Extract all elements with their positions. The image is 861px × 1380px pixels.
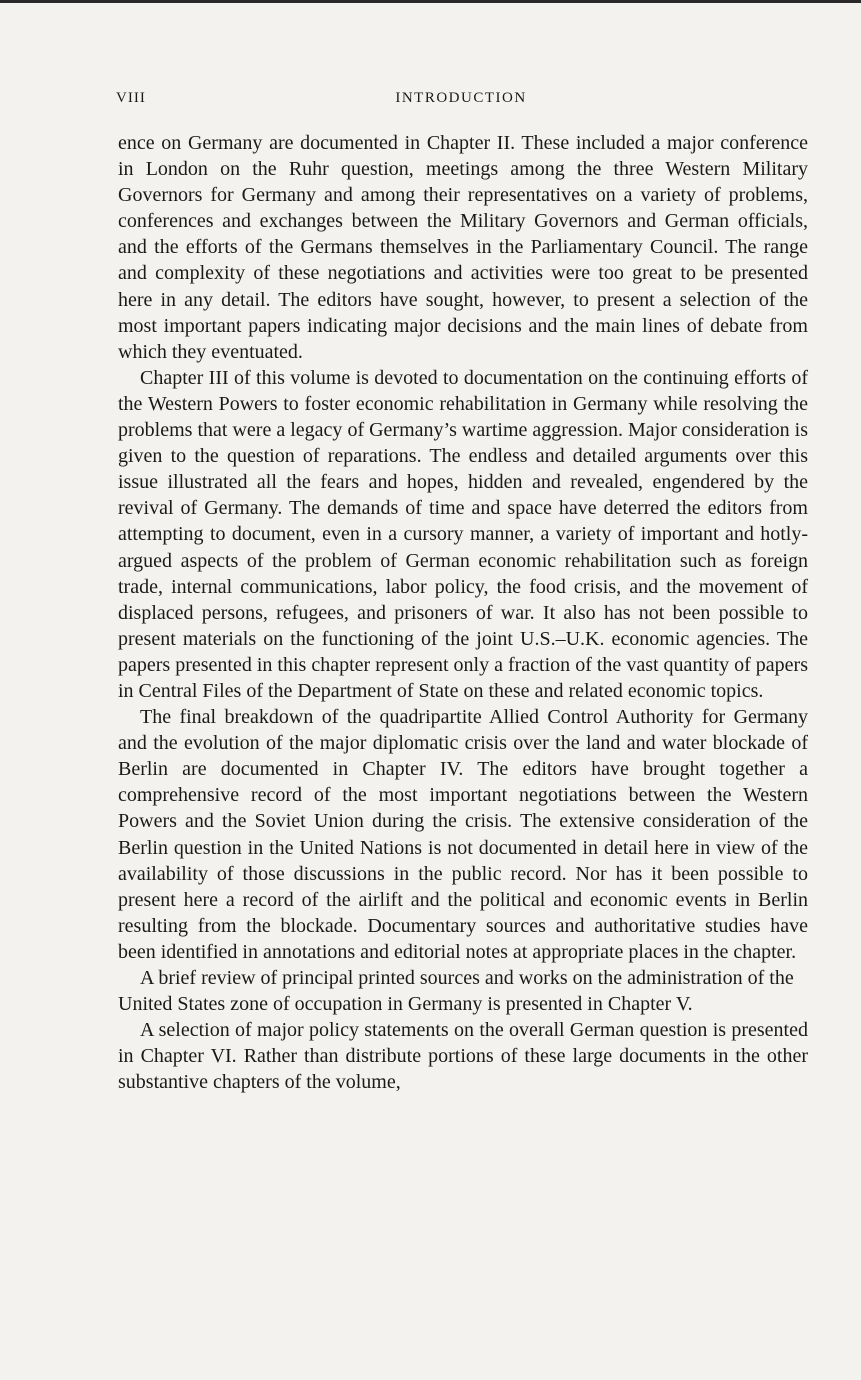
paragraph-chapter-vi: A selection of major policy statements on the overall German question is presented in Chapter VI. Rather than distribute portions of these large documents in the other substantive chapters of the volume, [118, 1019, 808, 1094]
paragraph-continued: ence on Germany are documented in Chapter II. These included a major conference in London on the Ruhr question, meetings among the three Western Military Governors for Germany and among their representatives on a variety of problems, conferences and exchanges between the Military Governors and German officials, and the efforts of the Germans themselves in the Parliamentary Council. The range and complexity of these negotiations and activities were too great to be presented here in any detail. The editors have sought, however, to present a selection of the most important papers indicating major decisions and the main lines of debate from which they eventuated. [118, 132, 808, 363]
body-text [118, 130, 808, 1095]
paragraph-chapter-v: A brief review of principal printed sources and works on the administration of the United States zone of occupation in Germany is presented in Chapter V. [118, 967, 794, 1016]
running-head-title: INTRODUCTION [395, 90, 527, 106]
paragraph-chapter-iv: The final breakdown of the quadripartite Allied Control Authority for Germany and the evolution of the major diplomatic crisis over the land and water blockade of Berlin are documented in Chapter IV. The editors have brought together a comprehensive record of the most important negotiations between the Western Powers and the Soviet Union during the crisis. The extensive consideration of the Berlin question in the United Nations is not documented in detail here in view of the availability of those discussions in the public record. Nor has it been possible to present here a record of the airlift and the political and economic events in Berlin resulting from the blockade. Documentary sources and authoritative studies have been identified in annotations and editorial notes at appropriate places in the chapter. [118, 706, 808, 963]
paragraph-chapter-iii: Chapter III of this volume is devoted to documentation on the continuing efforts of the Western Powers to foster economic rehabilitation in Germany while resolving the problems that were a legacy of Germany’s wartime aggression. Major consideration is given to the question of reparations. The endless and detailed arguments over this issue illustrated all the fears and hopes, hidden and revealed, engendered by the revival of Germany. The demands of time and space have deterred the editors from attempting to document, even in a cursory manner, a variety of important and hotly-argued aspects of the problem of German economic rehabilitation such as foreign trade, internal communications, labor policy, the food crisis, and the movement of displaced persons, refugees, and prisoners of war. It also has not been possible to present materials on the functioning of the joint U.S.–U.K. economic agencies. The papers presented in this chapter represent only a fraction of the vast quantity of papers in Central Files of the Department of State on these and related economic topics. [118, 366, 808, 702]
running-head [116, 90, 806, 110]
page-number: VIII [116, 90, 146, 106]
